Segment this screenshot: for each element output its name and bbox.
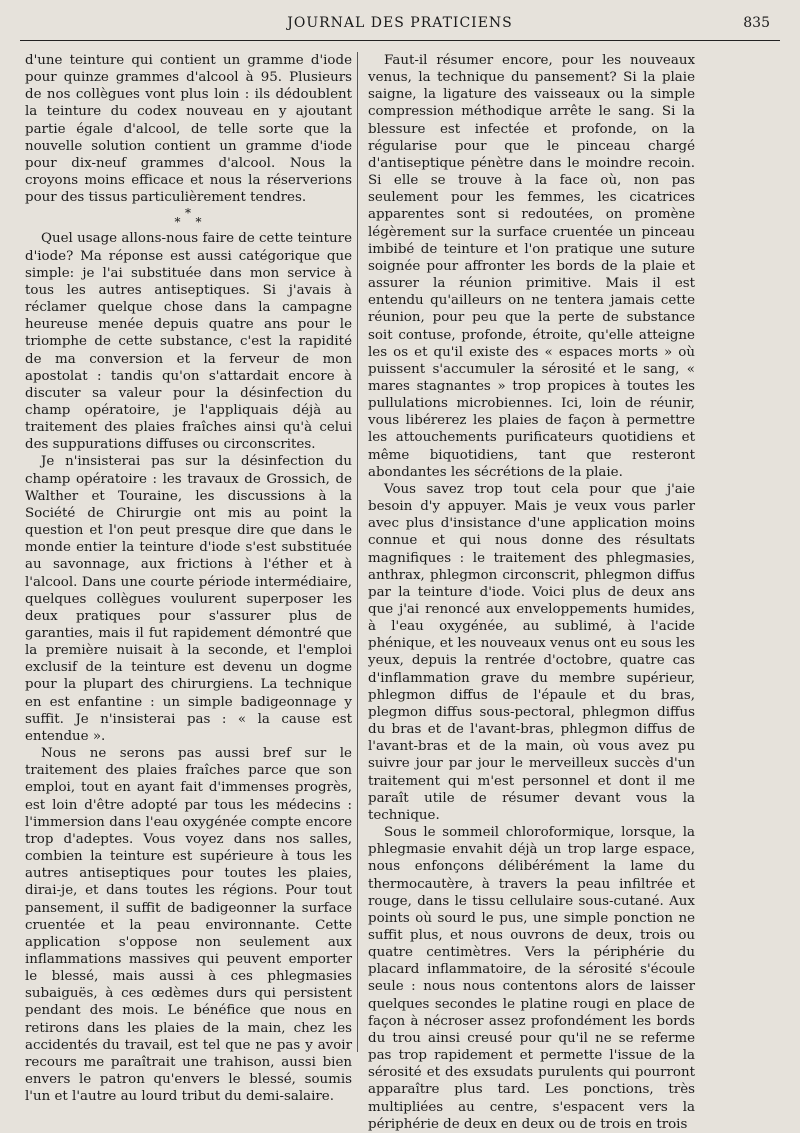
paragraph: Vous savez trop tout cela pour que j'aie besoin d'y appuyer. Mais je veux vous parler avec plus d'insistance d'une application moins connue et qui nous donne des résultats magnifiques : le traitement des phlegmasies, anthrax, phlegmon circonscrit, phlegmon diffus par la teinture d'iode. Voici plus de deux ans que j'ai renoncé aux enveloppements humides, à l'eau oxygénée, au sublimé, à l'acide phénique, et les nouveaux venus ont eu sous les yeux, depuis la rentrée d'octobre, quatre cas d'inflammation grave du membre supérieur, phlegmon diffus de l'épaule et du bras, plegmon diffus sous-pectoral, phlegmon diffus du bras et de l'avant-bras, phlegmon diffus de l'avant-bras et de la main, où vous avez pu suivre jour par jour le merveilleux succès d'un traitement qui m'est personnel et dont il me paraît utile de résumer devant vous la technique. xyxy=(368,481,695,823)
column-rule xyxy=(357,52,358,1052)
paragraph: Quel usage allons-nous faire de cette teinture d'iode? Ma réponse est aussi catégorique que simple: je l'ai substituée dans mon service à tous les autres antiseptiques. Si j'avais à réclamer quelque chose dans la campagne heureuse menée depuis quatre ans pour le triomphe de cette substance, c'est la rapidité de ma conversion et la ferveur de mon apostolat : tandis qu'on s'attardait encore à discuter sa valeur pour la désinfection du champ opératoire, je l'appliquais déjà au traitement des plaies fraîches ainsi qu'à celui des suppurations diffuses ou circonscrites. xyxy=(25,231,352,453)
page-number: 835 xyxy=(743,15,770,31)
right-column xyxy=(368,52,695,1133)
page-header xyxy=(20,0,780,41)
paragraph: Faut-il résumer encore, pour les nouveaux venus, la technique du pansement? Si la plaie saigne, la ligature des vaisseaux ou la simple compression méthodique arrête le sang. Si la blessure est infectée et profonde, on la régularise pour que le pinceau chargé d'antiseptique pénètre dans le moindre recoin. Si elle se trouve à la face où, non pas seulement pour les femmes, les cicatrices apparentes sont si redoutées, on promène légèrement sur la surface cruentée un pinceau imbibé de teinture et l'on pratique une suture soignée pour affronter les bords de la plaie et assurer la réunion primitive. Mais il est entendu qu'ailleurs on ne tentera jamais cette réunion, pour peu que la perte de substance soit contuse, profonde, étroite, qu'elle atteigne les os et qu'il existe des « espaces morts » où puissent s'accumuler la sérosité et le sang, « mares stagnantes » trop propices à toutes les pullulations microbiennes. Ici, loin de réunir, vous libérerez les plaies de façon à permettre les attouchements purificateurs quotidiens et même biquotidiens, tant que resteront abondantes les sécrétions de la plaie. xyxy=(368,53,695,480)
section-separator: * * * xyxy=(174,206,203,230)
paragraph: Nous ne serons pas aussi bref sur le traitement des plaies fraîches parce que son emploi, tout en ayant fait d'immenses progrès, est loin d'être adopté par tous les médecins : l'immersion dans l'eau oxygénée compte encore trop d'adeptes. Vous voyez dans nos salles, combien la teinture est supérieure à tous les autres antiseptiques pour toutes les plaies, dirai-je, et dans toutes les régions. Pour tout pansement, il suffit de badigeonner la surface cruentée et la peau environnante. Cette application s'oppose non seulement aux inflammations massives qui peuvent emporter le blessé, mais aussi à ces phlegmasies subaiguës, à ces œdèmes durs qui persistent pendant des mois. Le bénéfice que nous en retirons dans les plaies de la main, chez les accidentés du travail, est tel que ne pas y avoir recours me paraîtrait une trahison, aussi bien envers le patron qu'envers le blessé, soumis l'un et l'autre au lourd tribut du demi-salaire. xyxy=(25,746,352,1105)
paragraph: Sous le sommeil chloroformique, lorsque, la phlegmasie envahit déjà un trop large espace, nous enfonçons délibérément la lame du thermocautère, à travers la peau infiltrée et rouge, dans le tissu cellulaire sous-cutané. Aux points où sourd le pus, une simple ponction ne suffit plus, et nous ouvrons de deux, trois ou quatre centimètres. Vers la périphérie du placard inflammatoire, de la sérosité s'écoule seule : nous nous contentons alors de laisser quelques secondes le platine rougi en place de façon à nécroser assez profondément les bords du trou ainsi creusé pour qu'il ne se referme pas trop rapidement et permette l'issue de la sérosité et des exsudats purulents qui pourront apparaître plus tard. Les ponctions, très multipliées au centre, s'espacent vers la périphérie de deux en deux ou de trois en trois xyxy=(368,825,695,1132)
paragraph: d'une teinture qui contient un gramme d'iode pour quinze grammes d'alcool à 95. Plusieurs de nos collègues vont plus loin : ils dédoublent la teinture du codex nouveau en y ajoutant partie égale d'alcool, de telle sorte que la nouvelle solution contient un gramme d'iode pour dix-neuf grammes d'alcool. Nous la croyons moins efficace et nous la réserverions pour des tissus particulièrement tendres. xyxy=(25,53,352,206)
running-title: JOURNAL DES PRATICIENS xyxy=(287,15,513,31)
paragraph: Je n'insisterai pas sur la désinfection du champ opératoire : les travaux de Grossich, de Walther et Touraine, les discussions à la Société de Chirurgie ont mis au point la question et l'on peut presque dire que dans le monde entier la teinture d'iode s'est substituée au savonnage, aux frictions à l'éther et à l'alcool. Dans une courte période intermédiaire, quelques collègues voulurent superposer les deux pratiques pour s'assurer plus de garanties, mais il fut rapidement démontré que la première nuisait à la seconde, et l'emploi exclusif de la teinture est devenu un dogme pour la plupart des chirurgiens. La technique en est enfantine : un simple badigeonnage y suffit. Je n'insisterai pas : « la cause est entendue ». xyxy=(25,454,352,744)
left-column xyxy=(25,52,352,1105)
